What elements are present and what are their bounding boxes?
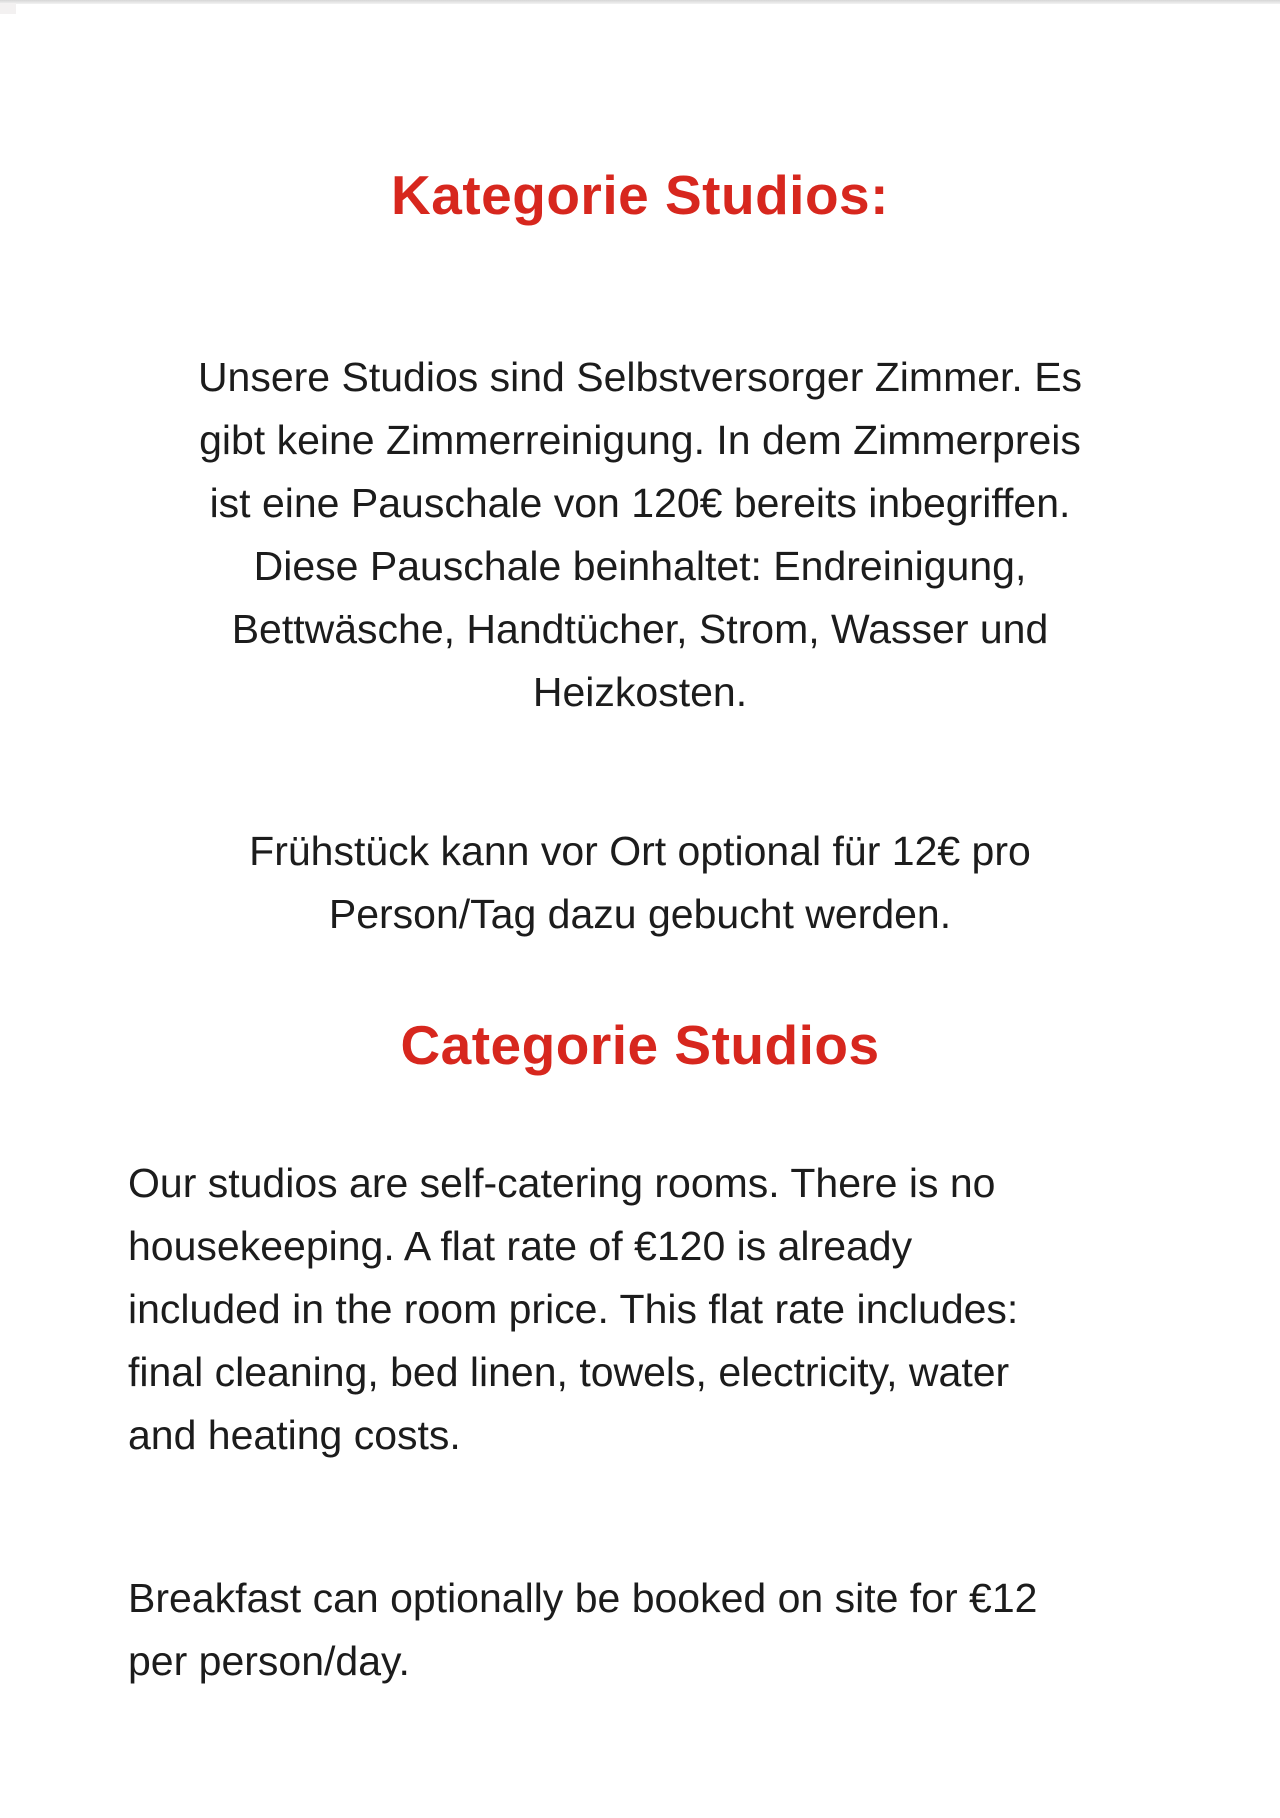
text-line: per person/day.	[128, 1638, 410, 1684]
text-line: Person/Tag dazu gebucht werden.	[328, 891, 952, 937]
text-line: included in the room price. This flat rate includes:	[128, 1286, 1019, 1332]
text-line: Diese Pauschale beinhaltet: Endreinigung,	[253, 543, 1027, 589]
text-line: Unsere Studios sind Selbstversorger Zimmer. Es	[197, 354, 1083, 400]
paragraph-english-breakfast	[120, 1567, 1160, 1693]
text-line: housekeeping. A flat rate of €120 is already	[128, 1223, 913, 1269]
text-line: Heizkosten.	[532, 669, 748, 715]
text-line: Breakfast can optionally be booked on site for €12	[128, 1575, 1038, 1621]
heading-german: Kategorie Studios:	[391, 164, 889, 226]
paragraph-german-breakfast	[120, 820, 1160, 946]
paragraph-english-info	[120, 1152, 1160, 1467]
text-line: and heating costs.	[128, 1412, 461, 1458]
text-line: Frühstück kann vor Ort optional für 12€ pro	[249, 828, 1031, 874]
document-page	[120, 0, 1160, 1693]
text-line: Our studios are self-catering rooms. There is no	[128, 1160, 996, 1206]
heading-english: Categorie Studios	[400, 1014, 880, 1076]
text-line: ist eine Pauschale von 120€ bereits inbegriffen.	[209, 480, 1071, 526]
corner-artifact	[0, 3, 16, 14]
text-line: final cleaning, bed linen, towels, electricity, water	[128, 1349, 1010, 1395]
text-line: gibt keine Zimmerreinigung. In dem Zimmerpreis	[199, 417, 1081, 463]
text-line: Bettwäsche, Handtücher, Strom, Wasser und	[231, 606, 1049, 652]
paragraph-german-info	[120, 346, 1160, 724]
